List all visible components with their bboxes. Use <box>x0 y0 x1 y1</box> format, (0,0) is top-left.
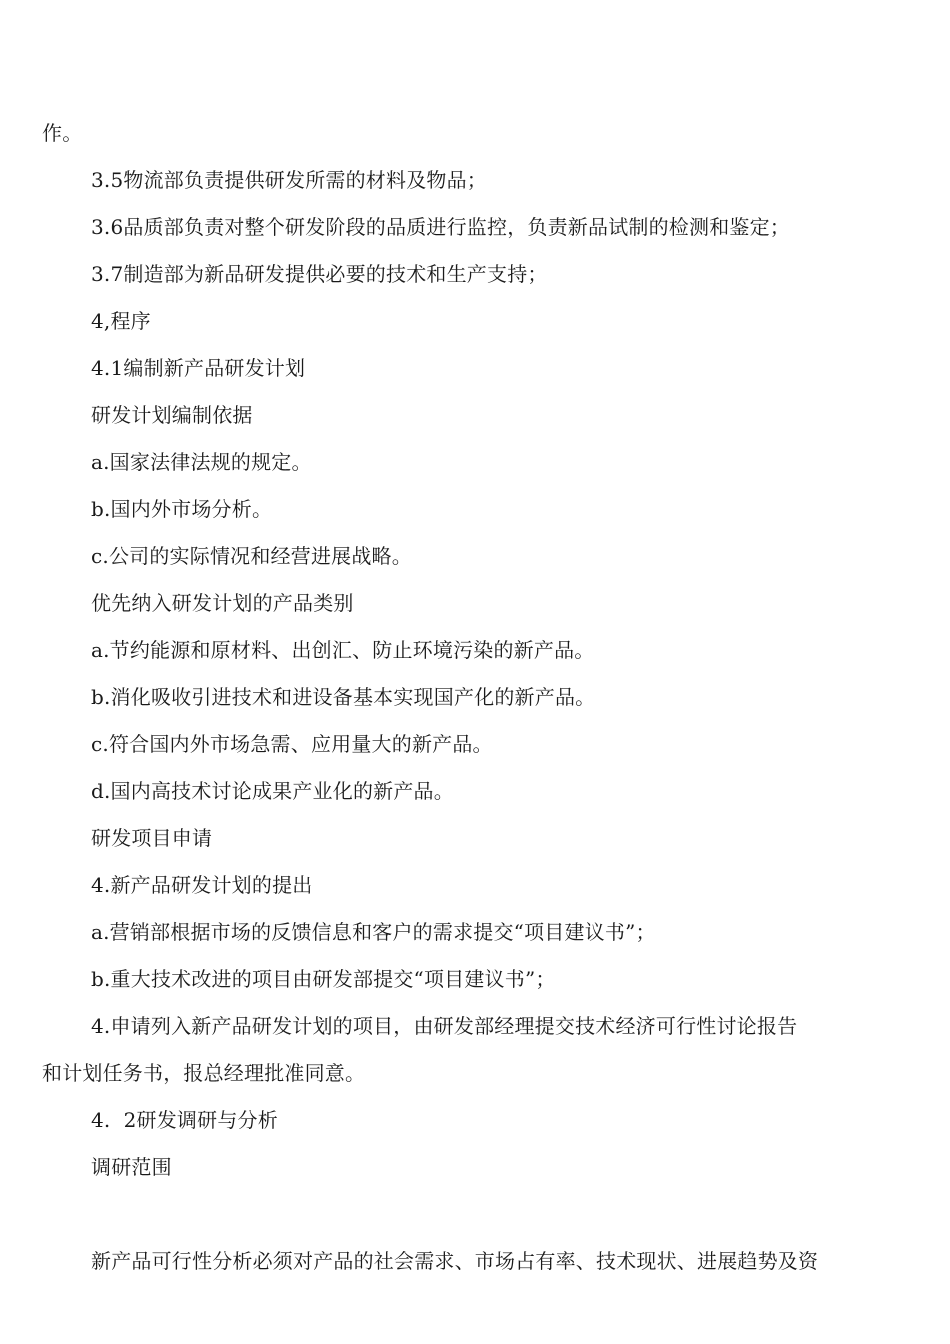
text-line: 研发项目申请 <box>91 826 213 850</box>
text-line: 3.7制造部为新品研发提供必要的技术和生产支持； <box>91 262 548 286</box>
list-item: a.国家法律法规的规定。 <box>91 450 312 474</box>
list-item: b.消化吸收引进技术和进设备基本实现国产化的新产品。 <box>91 685 596 709</box>
subsection-heading: 4.新产品研发计划的提出 <box>91 873 313 897</box>
list-item: b.重大技术改进的项目由研发部提交“项目建议书”； <box>91 967 556 991</box>
subsection-heading: 4.1编制新产品研发计划 <box>91 356 306 380</box>
text-line: 3.6品质部负责对整个研发阶段的品质进行监控，负责新品试制的检测和鉴定； <box>91 215 791 239</box>
list-item: b.国内外市场分析。 <box>91 497 273 521</box>
list-item: a.营销部根据市场的反馈信息和客户的需求提交“项目建议书”； <box>91 920 656 944</box>
section-heading: 4,程序 <box>91 309 151 333</box>
list-item: d.国内高技术讨论成果产业化的新产品。 <box>91 779 454 803</box>
text-line: 作。 <box>42 121 83 145</box>
text-line: 优先纳入研发计划的产品类别 <box>91 591 354 615</box>
text-line: 调研范围 <box>91 1155 172 1179</box>
text-line: 和计划任务书，报总经理批准同意。 <box>42 1061 366 1085</box>
text-line: 研发计划编制依据 <box>91 403 253 427</box>
text-line: 4.申请列入新产品研发计划的项目，由研发部经理提交技术经济可行性讨论报告 <box>91 1014 798 1038</box>
list-item: a.节约能源和原材料、出创汇、防止环境污染的新产品。 <box>91 638 595 662</box>
subsection-heading: 4. 2研发调研与分析 <box>91 1108 278 1132</box>
text-line: 3.5物流部负责提供研发所需的材料及物品； <box>91 168 488 192</box>
text-line: 新产品可行性分析必须对产品的社会需求、市场占有率、技术现状、进展趋势及资 <box>91 1249 819 1273</box>
list-item: c.符合国内外市场急需、应用量大的新产品。 <box>91 732 493 756</box>
list-item: c.公司的实际情况和经营进展战略。 <box>91 544 412 568</box>
